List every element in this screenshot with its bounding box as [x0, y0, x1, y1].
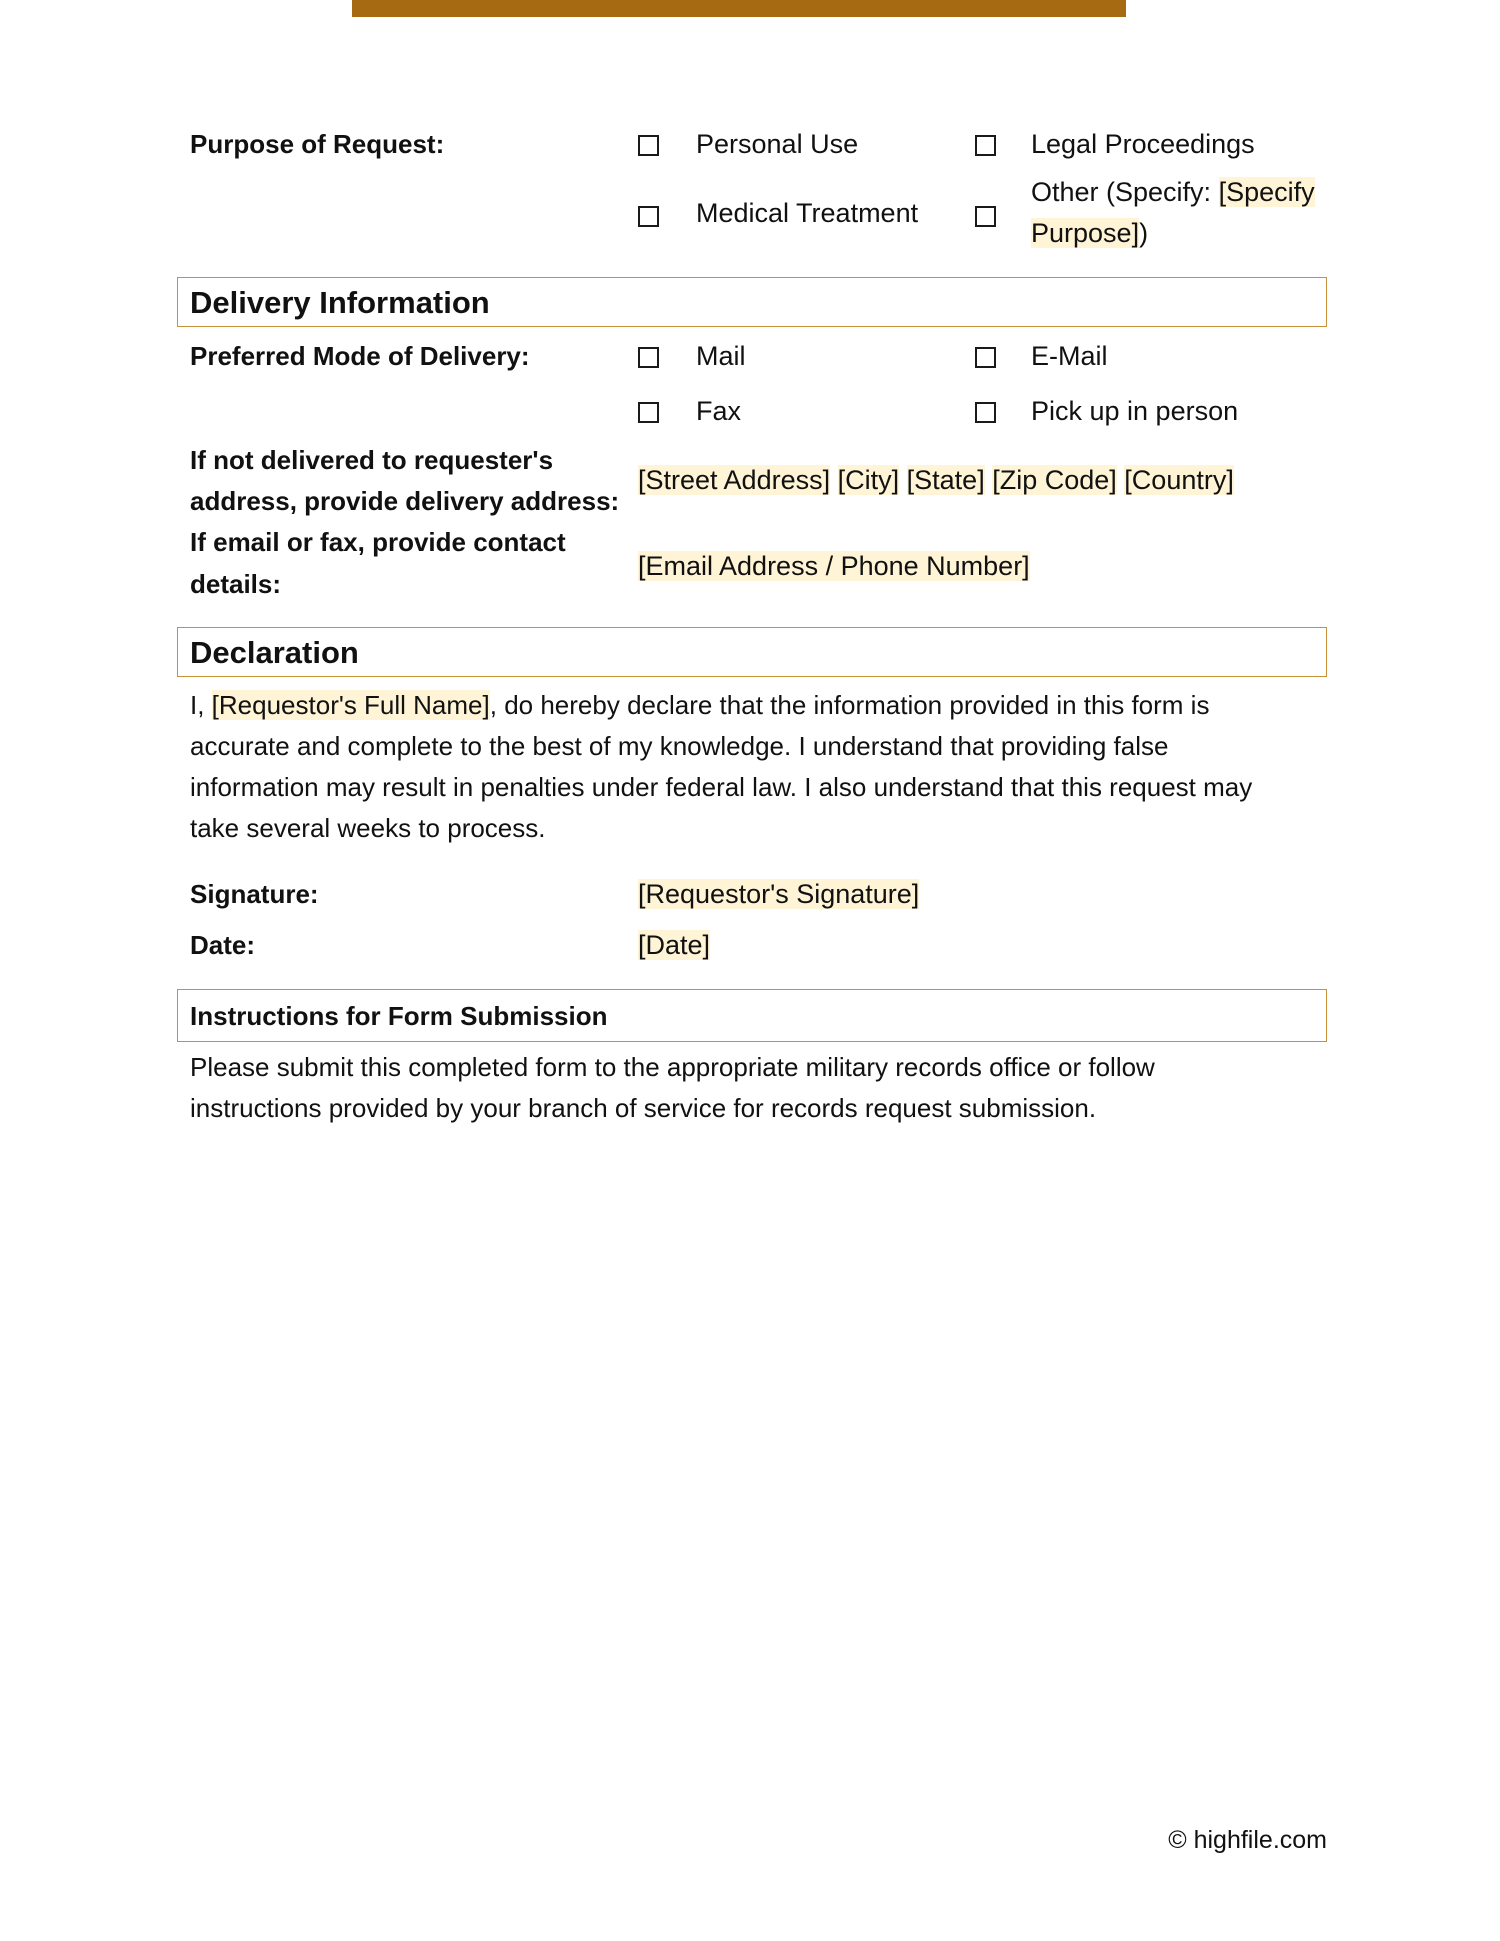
other-purpose-label-line2: [1031, 213, 1148, 254]
pickup-label: Pick up in person: [1031, 396, 1239, 426]
declaration-text-line4: take several weeks to process.: [190, 813, 546, 843]
delivery-address-fields: [638, 460, 1234, 501]
contact-details-label-line2: details:: [190, 569, 282, 599]
other-prefix: Other (Specify:: [1031, 177, 1219, 207]
declaration-heading: Declaration: [190, 635, 359, 670]
instructions-section-header: [177, 989, 1327, 1042]
mail-label: Mail: [696, 341, 746, 371]
delivery-heading: Delivery Information: [190, 285, 490, 320]
contact-details-field[interactable]: [Email Address / Phone Number]: [638, 551, 1030, 581]
instructions-text-line1: Please submit this completed form to the appropriate military records office or follow: [190, 1052, 1155, 1082]
city-field[interactable]: [City]: [837, 465, 900, 495]
declaration-text-line2: accurate and complete to the best of my knowledge. I understand that providing false: [190, 731, 1169, 761]
purpose-label: Purpose of Request:: [190, 129, 445, 159]
delivery-mode-label: Preferred Mode of Delivery:: [190, 341, 530, 371]
instructions-text-line2: instructions provided by your branch of service for records request submission.: [190, 1093, 1097, 1123]
signature-field[interactable]: [Requestor's Signature]: [638, 879, 920, 909]
declaration-text-line1: [190, 685, 1330, 726]
other-suffix: ): [1139, 218, 1149, 248]
declaration-text-line3: information may result in penalties under federal law. I also understand that this request may: [190, 772, 1253, 802]
declaration-line1-rest: , do hereby declare that the information provided in this form is: [489, 690, 1210, 720]
declaration-prefix: I,: [190, 690, 212, 720]
pickup-checkbox[interactable]: [975, 402, 996, 423]
instructions-heading: Instructions for Form Submission: [190, 1001, 608, 1031]
email-label: E-Mail: [1031, 341, 1108, 371]
fax-label: Fax: [696, 396, 742, 426]
mail-checkbox[interactable]: [638, 347, 659, 368]
medical-treatment-label: Medical Treatment: [696, 198, 919, 228]
date-field[interactable]: [Date]: [638, 930, 711, 960]
specify-purpose-field-line2[interactable]: Purpose]: [1031, 218, 1140, 248]
delivery-section-header: [177, 277, 1327, 327]
legal-proceedings-label: Legal Proceedings: [1031, 129, 1255, 159]
delivery-address-label-line1: If not delivered to requester's: [190, 445, 554, 475]
signature-label: Signature:: [190, 879, 319, 909]
requestor-full-name-field[interactable]: [Requestor's Full Name]: [211, 690, 490, 720]
footer-copyright: © highfile.com: [1168, 1826, 1327, 1854]
specify-purpose-field-line1[interactable]: [Specify: [1218, 177, 1315, 207]
other-purpose-checkbox[interactable]: [975, 206, 996, 227]
street-address-field[interactable]: [Street Address]: [638, 465, 831, 495]
personal-use-label: Personal Use: [696, 129, 859, 159]
legal-proceedings-checkbox[interactable]: [975, 135, 996, 156]
country-field[interactable]: [Country]: [1124, 465, 1234, 495]
delivery-address-label-line2: address, provide delivery address:: [190, 486, 620, 516]
personal-use-checkbox[interactable]: [638, 135, 659, 156]
date-label: Date:: [190, 930, 256, 960]
declaration-section-header: [177, 627, 1327, 677]
state-field[interactable]: [State]: [906, 465, 985, 495]
fax-checkbox[interactable]: [638, 402, 659, 423]
medical-treatment-checkbox[interactable]: [638, 206, 659, 227]
zip-code-field[interactable]: [Zip Code]: [992, 465, 1117, 495]
email-checkbox[interactable]: [975, 347, 996, 368]
other-purpose-label: [1031, 172, 1315, 213]
contact-details-label-line1: If email or fax, provide contact: [190, 527, 566, 557]
header-accent-bar: [352, 0, 1126, 17]
